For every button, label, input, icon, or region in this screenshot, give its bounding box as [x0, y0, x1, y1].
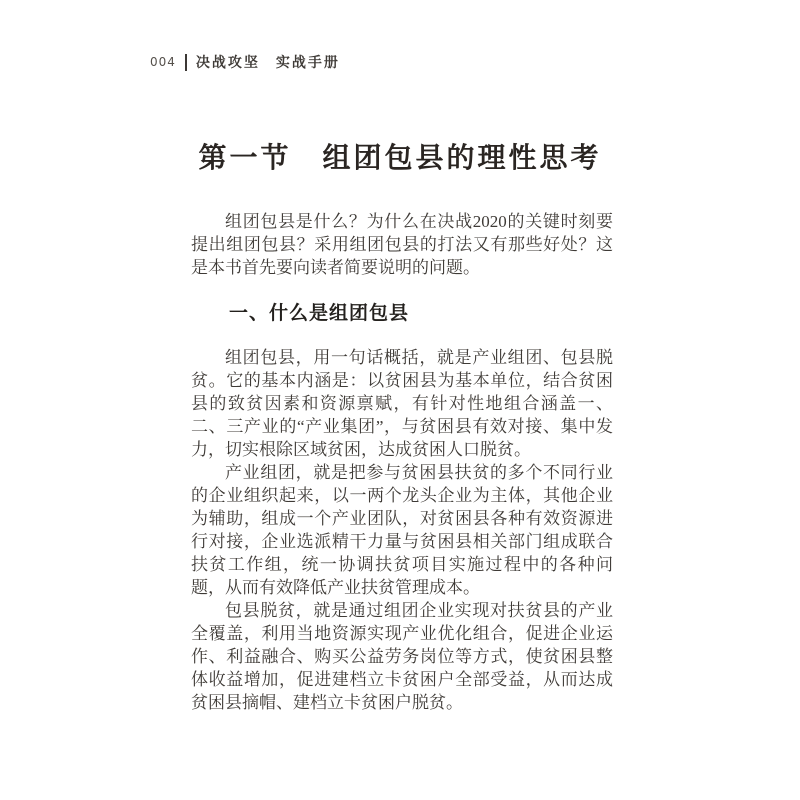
running-head: [150, 52, 340, 72]
body-paragraph-2: 产业组团，就是把参与贫困县扶贫的多个不同行业的企业组织起来，以一两个龙头企业为主体，其他企业为辅助，组成一个产业团队，对贫困县各种有效资源进行对接，企业选派精干力量与贫困县相关部门组成联合扶贫工作组，统一协调扶贫项目实施过程中的各种问题，从而有效降低产业扶贫管理成本。: [191, 463, 613, 597]
body-paragraph-1: 组团包县，用一句话概括，就是产业组团、包县脱贫。它的基本内涵是：以贫困县为基本单位，结合贫困县的致贫因素和资源禀赋，有针对性地组合涵盖一、二、三产业的“产业集团”，与贫困县有效对接、集中发力，切实根除区域贫困，达成贫困人口脱贫。: [191, 348, 613, 459]
header-divider: [185, 54, 187, 71]
running-head-book-title: 决战攻坚 实战手册: [195, 54, 340, 70]
intro-paragraph: 组团包县是什么？为什么在决战2020的关键时刻要提出组团包县？采用组团包县的打法又有那些好处？这是本书首先要向读者简要说明的问题。: [191, 212, 613, 277]
body-text-column: [191, 210, 613, 714]
section-title: 第一节 组团包县的理性思考: [198, 143, 602, 174]
page-number: 004: [150, 55, 176, 69]
body-paragraph-3: 包县脱贫，就是通过组团企业实现对扶贫县的产业全覆盖，利用当地资源实现产业优化组合，促进企业运作、利益融合、购买公益劳务岗位等方式，使贫困县整体收益增加，促进建档立卡贫困户全部受益，从而达成贫困县摘帽、建档立卡贫困户脱贫。: [191, 601, 613, 712]
subsection-heading: 一、什么是组团包县: [229, 303, 410, 324]
